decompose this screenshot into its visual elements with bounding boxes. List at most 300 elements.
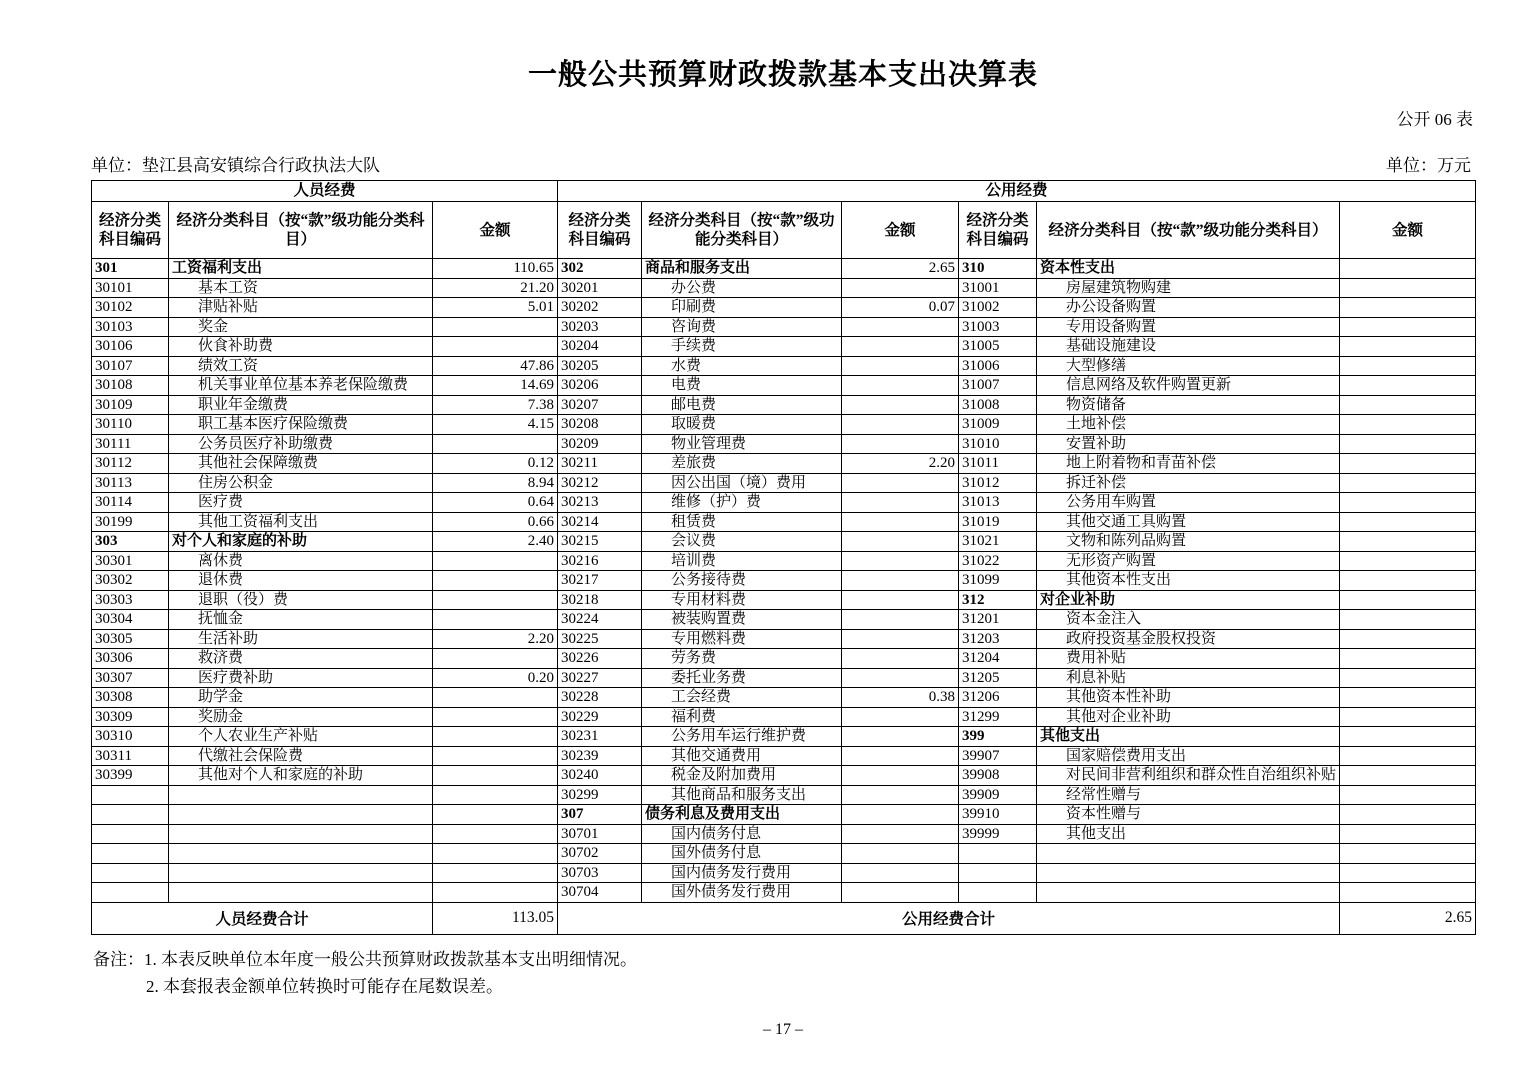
subject-cell: 物资储备 bbox=[1037, 395, 1340, 415]
code-cell bbox=[959, 844, 1037, 864]
subject-cell: 办公设备购置 bbox=[1037, 298, 1340, 318]
note-line-1 bbox=[93, 946, 1475, 973]
code-cell: 30204 bbox=[558, 337, 642, 357]
code-cell: 31008 bbox=[959, 395, 1037, 415]
amount-cell: 8.94 bbox=[433, 473, 558, 493]
code-cell: 30215 bbox=[558, 532, 642, 552]
amount-cell bbox=[1340, 785, 1476, 805]
subject-cell: 助学金 bbox=[169, 688, 433, 708]
subject-cell: 印刷费 bbox=[642, 298, 842, 318]
subject-cell: 利息补贴 bbox=[1037, 668, 1340, 688]
subject-cell: 费用补贴 bbox=[1037, 649, 1340, 669]
code-cell: 30208 bbox=[558, 415, 642, 435]
unit-currency: 单位：万元 bbox=[1386, 156, 1471, 175]
page-number: – 17 – bbox=[763, 1021, 803, 1038]
subject-cell: 其他资本性补助 bbox=[1037, 688, 1340, 708]
amount-cell bbox=[842, 727, 959, 747]
amount-cell bbox=[842, 278, 959, 298]
subject-cell: 其他支出 bbox=[1037, 727, 1340, 747]
code-cell: 39999 bbox=[959, 824, 1037, 844]
amount-cell bbox=[842, 707, 959, 727]
subject-cell bbox=[169, 824, 433, 844]
group-header-public: 公用经费 bbox=[558, 181, 1476, 202]
amount-cell bbox=[842, 356, 959, 376]
code-cell bbox=[92, 883, 169, 903]
table-row bbox=[92, 356, 1476, 376]
amount-cell bbox=[1340, 746, 1476, 766]
table-row bbox=[92, 434, 1476, 454]
amount-cell: 0.66 bbox=[433, 512, 558, 532]
subject-cell: 退职（役）费 bbox=[169, 590, 433, 610]
col-header-code-2: 经济分类科目编码 bbox=[558, 202, 642, 259]
subject-cell: 退休费 bbox=[169, 571, 433, 591]
subject-cell: 大型修缮 bbox=[1037, 356, 1340, 376]
code-cell: 31021 bbox=[959, 532, 1037, 552]
amount-cell bbox=[842, 376, 959, 396]
table-row bbox=[92, 473, 1476, 493]
amount-cell bbox=[1340, 629, 1476, 649]
amount-cell bbox=[433, 571, 558, 591]
subject-cell: 资本性支出 bbox=[1037, 259, 1340, 279]
code-cell: 30227 bbox=[558, 668, 642, 688]
code-cell: 30203 bbox=[558, 317, 642, 337]
code-cell: 30113 bbox=[92, 473, 169, 493]
table-row bbox=[92, 317, 1476, 337]
subject-cell bbox=[169, 883, 433, 903]
subject-cell: 个人农业生产补贴 bbox=[169, 727, 433, 747]
code-cell: 399 bbox=[959, 727, 1037, 747]
subject-cell: 公务用车购置 bbox=[1037, 493, 1340, 513]
subject-cell: 地上附着物和青苗补偿 bbox=[1037, 454, 1340, 474]
doc-number: 公开 06 表 bbox=[1396, 110, 1473, 129]
amount-cell bbox=[842, 610, 959, 630]
subject-cell: 国外债务付息 bbox=[642, 844, 842, 864]
note-line-2 bbox=[93, 973, 1475, 1000]
code-cell: 310 bbox=[959, 259, 1037, 279]
amount-cell bbox=[842, 863, 959, 883]
table-row bbox=[92, 746, 1476, 766]
amount-cell bbox=[433, 337, 558, 357]
subject-cell: 代缴社会保险费 bbox=[169, 746, 433, 766]
amount-cell bbox=[842, 512, 959, 532]
subject-cell: 维修（护）费 bbox=[642, 493, 842, 513]
subject-cell: 租赁费 bbox=[642, 512, 842, 532]
subject-cell: 其他对个人和家庭的补助 bbox=[169, 766, 433, 786]
amount-cell bbox=[1340, 707, 1476, 727]
amount-cell bbox=[842, 824, 959, 844]
table-row bbox=[92, 376, 1476, 396]
code-cell: 30301 bbox=[92, 551, 169, 571]
amount-cell bbox=[842, 785, 959, 805]
amount-cell bbox=[433, 649, 558, 669]
subject-cell: 专用燃料费 bbox=[642, 629, 842, 649]
amount-cell bbox=[842, 883, 959, 903]
notes-label: 备注： bbox=[93, 949, 144, 969]
amount-cell bbox=[842, 317, 959, 337]
code-cell: 312 bbox=[959, 590, 1037, 610]
code-cell bbox=[92, 824, 169, 844]
table-row bbox=[92, 395, 1476, 415]
subject-cell: 专用设备购置 bbox=[1037, 317, 1340, 337]
col-header-amount-3: 金额 bbox=[1340, 202, 1476, 259]
subject-cell bbox=[169, 844, 433, 864]
code-cell bbox=[92, 844, 169, 864]
table-row bbox=[92, 298, 1476, 318]
amount-cell bbox=[842, 629, 959, 649]
code-cell: 30702 bbox=[558, 844, 642, 864]
amount-cell bbox=[1340, 883, 1476, 903]
amount-cell: 5.01 bbox=[433, 298, 558, 318]
code-cell: 30225 bbox=[558, 629, 642, 649]
code-cell: 30213 bbox=[558, 493, 642, 513]
subject-cell: 基本工资 bbox=[169, 278, 433, 298]
subject-cell: 抚恤金 bbox=[169, 610, 433, 630]
amount-cell: 47.86 bbox=[433, 356, 558, 376]
code-cell: 30218 bbox=[558, 590, 642, 610]
subject-cell: 工会经费 bbox=[642, 688, 842, 708]
subject-cell: 委托业务费 bbox=[642, 668, 842, 688]
amount-cell bbox=[433, 844, 558, 864]
subject-cell: 邮电费 bbox=[642, 395, 842, 415]
subject-cell: 信息网络及软件购置更新 bbox=[1037, 376, 1340, 396]
code-cell: 30216 bbox=[558, 551, 642, 571]
code-cell: 31299 bbox=[959, 707, 1037, 727]
amount-cell bbox=[1340, 356, 1476, 376]
subject-cell: 文物和陈列品购置 bbox=[1037, 532, 1340, 552]
amount-cell bbox=[1340, 590, 1476, 610]
subject-cell: 公务接待费 bbox=[642, 571, 842, 591]
table-row bbox=[92, 863, 1476, 883]
code-cell: 30399 bbox=[92, 766, 169, 786]
code-cell: 39907 bbox=[959, 746, 1037, 766]
table-row bbox=[92, 649, 1476, 669]
table-row bbox=[92, 824, 1476, 844]
code-cell: 30310 bbox=[92, 727, 169, 747]
amount-cell bbox=[1340, 649, 1476, 669]
code-cell: 30703 bbox=[558, 863, 642, 883]
page-title: 一般公共预算财政拨款基本支出决算表 bbox=[527, 59, 1038, 91]
amount-cell bbox=[1340, 551, 1476, 571]
subject-cell bbox=[1037, 863, 1340, 883]
code-cell: 303 bbox=[92, 532, 169, 552]
subject-cell bbox=[1037, 883, 1340, 903]
code-cell: 31011 bbox=[959, 454, 1037, 474]
amount-cell bbox=[433, 824, 558, 844]
code-cell: 30214 bbox=[558, 512, 642, 532]
amount-cell: 14.69 bbox=[433, 376, 558, 396]
table-row bbox=[92, 727, 1476, 747]
subject-cell: 其他交通工具购置 bbox=[1037, 512, 1340, 532]
personnel-total-label: 人员经费合计 bbox=[92, 902, 433, 934]
code-cell: 31006 bbox=[959, 356, 1037, 376]
table-row bbox=[92, 571, 1476, 591]
amount-cell bbox=[433, 688, 558, 708]
table-row bbox=[92, 610, 1476, 630]
amount-cell bbox=[1340, 473, 1476, 493]
code-cell: 30701 bbox=[558, 824, 642, 844]
amount-cell: 4.15 bbox=[433, 415, 558, 435]
subject-cell: 取暖费 bbox=[642, 415, 842, 435]
subject-cell: 物业管理费 bbox=[642, 434, 842, 454]
subject-cell: 基础设施建设 bbox=[1037, 337, 1340, 357]
subject-cell bbox=[169, 863, 433, 883]
code-cell: 30305 bbox=[92, 629, 169, 649]
amount-cell: 2.20 bbox=[842, 454, 959, 474]
subject-cell: 其他资本性支出 bbox=[1037, 571, 1340, 591]
code-cell: 30224 bbox=[558, 610, 642, 630]
amount-cell bbox=[433, 707, 558, 727]
code-cell: 31010 bbox=[959, 434, 1037, 454]
amount-cell bbox=[1340, 259, 1476, 279]
amount-cell: 0.07 bbox=[842, 298, 959, 318]
code-cell: 39910 bbox=[959, 805, 1037, 825]
subject-cell: 医疗费 bbox=[169, 493, 433, 513]
amount-cell bbox=[1340, 454, 1476, 474]
totals-row bbox=[92, 902, 1476, 934]
subject-cell: 房屋建筑物购建 bbox=[1037, 278, 1340, 298]
code-cell: 30304 bbox=[92, 610, 169, 630]
amount-cell bbox=[1340, 337, 1476, 357]
subject-cell: 对个人和家庭的补助 bbox=[169, 532, 433, 552]
code-cell: 30199 bbox=[92, 512, 169, 532]
group-header-personnel: 人员经费 bbox=[92, 181, 558, 202]
code-cell: 30231 bbox=[558, 727, 642, 747]
code-cell: 30101 bbox=[92, 278, 169, 298]
amount-cell: 2.65 bbox=[842, 259, 959, 279]
amount-cell bbox=[1340, 727, 1476, 747]
subject-cell: 机关事业单位基本养老保险缴费 bbox=[169, 376, 433, 396]
subject-cell: 无形资产购置 bbox=[1037, 551, 1340, 571]
subject-cell: 工资福利支出 bbox=[169, 259, 433, 279]
code-cell bbox=[959, 883, 1037, 903]
table-row bbox=[92, 454, 1476, 474]
amount-cell bbox=[433, 863, 558, 883]
code-cell: 30114 bbox=[92, 493, 169, 513]
subject-cell: 其他商品和服务支出 bbox=[642, 785, 842, 805]
amount-cell bbox=[433, 434, 558, 454]
subject-cell: 伙食补助费 bbox=[169, 337, 433, 357]
amount-cell bbox=[842, 844, 959, 864]
subject-cell: 对民间非营利组织和群众性自治组织补贴 bbox=[1037, 766, 1340, 786]
subject-cell: 医疗费补助 bbox=[169, 668, 433, 688]
code-cell: 39909 bbox=[959, 785, 1037, 805]
amount-cell: 110.65 bbox=[433, 259, 558, 279]
table-row bbox=[92, 707, 1476, 727]
amount-cell bbox=[842, 766, 959, 786]
code-cell: 30103 bbox=[92, 317, 169, 337]
subject-cell: 奖金 bbox=[169, 317, 433, 337]
subject-cell: 其他交通费用 bbox=[642, 746, 842, 766]
subject-cell: 其他对企业补助 bbox=[1037, 707, 1340, 727]
code-cell: 30240 bbox=[558, 766, 642, 786]
amount-cell: 0.64 bbox=[433, 493, 558, 513]
document-page bbox=[91, 0, 1475, 1069]
amount-cell: 0.12 bbox=[433, 454, 558, 474]
amount-cell bbox=[1340, 668, 1476, 688]
subject-cell: 福利费 bbox=[642, 707, 842, 727]
amount-cell bbox=[842, 551, 959, 571]
table-row bbox=[92, 844, 1476, 864]
code-cell bbox=[92, 805, 169, 825]
amount-cell bbox=[433, 610, 558, 630]
subject-cell: 水费 bbox=[642, 356, 842, 376]
amount-cell: 7.38 bbox=[433, 395, 558, 415]
amount-cell bbox=[1340, 415, 1476, 435]
table-row bbox=[92, 629, 1476, 649]
amount-cell bbox=[1340, 493, 1476, 513]
subject-cell bbox=[1037, 844, 1340, 864]
expenditure-table bbox=[91, 180, 1476, 935]
amount-cell: 2.20 bbox=[433, 629, 558, 649]
note-text-1: 1. 本表反映单位本年度一般公共预算财政拨款基本支出明细情况。 bbox=[144, 949, 637, 969]
subject-cell: 公务用车运行维护费 bbox=[642, 727, 842, 747]
amount-cell bbox=[1340, 278, 1476, 298]
amount-cell bbox=[433, 746, 558, 766]
subject-cell: 商品和服务支出 bbox=[642, 259, 842, 279]
table-row bbox=[92, 259, 1476, 279]
subject-cell: 因公出国（境）费用 bbox=[642, 473, 842, 493]
code-cell: 31002 bbox=[959, 298, 1037, 318]
subject-cell: 差旅费 bbox=[642, 454, 842, 474]
subject-cell: 对企业补助 bbox=[1037, 590, 1340, 610]
code-cell: 31204 bbox=[959, 649, 1037, 669]
subject-cell: 安置补助 bbox=[1037, 434, 1340, 454]
subject-cell: 职业年金缴费 bbox=[169, 395, 433, 415]
amount-cell bbox=[1340, 571, 1476, 591]
code-cell: 31012 bbox=[959, 473, 1037, 493]
code-cell: 30110 bbox=[92, 415, 169, 435]
subject-cell: 培训费 bbox=[642, 551, 842, 571]
subject-cell: 生活补助 bbox=[169, 629, 433, 649]
table-row bbox=[92, 668, 1476, 688]
code-cell: 30207 bbox=[558, 395, 642, 415]
notes bbox=[91, 946, 1475, 1000]
amount-cell bbox=[842, 590, 959, 610]
subject-cell: 津贴补贴 bbox=[169, 298, 433, 318]
subject-cell: 资本金注入 bbox=[1037, 610, 1340, 630]
code-cell: 31003 bbox=[959, 317, 1037, 337]
table-row bbox=[92, 415, 1476, 435]
unit-name: 单位：垫江县高安镇综合行政执法大队 bbox=[91, 156, 380, 175]
column-header-row bbox=[92, 202, 1476, 259]
subject-cell: 国内债务发行费用 bbox=[642, 863, 842, 883]
amount-cell bbox=[842, 571, 959, 591]
subject-cell: 手续费 bbox=[642, 337, 842, 357]
table-row bbox=[92, 766, 1476, 786]
subject-cell: 其他支出 bbox=[1037, 824, 1340, 844]
code-cell: 31019 bbox=[959, 512, 1037, 532]
amount-cell: 21.20 bbox=[433, 278, 558, 298]
table-row bbox=[92, 337, 1476, 357]
subject-cell: 公务员医疗补助缴费 bbox=[169, 434, 433, 454]
code-cell bbox=[92, 863, 169, 883]
code-cell: 31099 bbox=[959, 571, 1037, 591]
code-cell: 30111 bbox=[92, 434, 169, 454]
code-cell: 30212 bbox=[558, 473, 642, 493]
code-cell bbox=[92, 785, 169, 805]
table-row bbox=[92, 590, 1476, 610]
table-row bbox=[92, 805, 1476, 825]
code-cell: 39908 bbox=[959, 766, 1037, 786]
subject-cell: 其他社会保障缴费 bbox=[169, 454, 433, 474]
group-header-row bbox=[92, 181, 1476, 202]
amount-cell bbox=[1340, 805, 1476, 825]
amount-cell bbox=[433, 590, 558, 610]
code-cell: 30102 bbox=[92, 298, 169, 318]
subject-cell: 被装购置费 bbox=[642, 610, 842, 630]
code-cell: 31206 bbox=[959, 688, 1037, 708]
code-cell: 30217 bbox=[558, 571, 642, 591]
subject-cell bbox=[169, 805, 433, 825]
subject-cell: 税金及附加费用 bbox=[642, 766, 842, 786]
amount-cell bbox=[1340, 610, 1476, 630]
subject-cell: 离休费 bbox=[169, 551, 433, 571]
subject-cell: 债务利息及费用支出 bbox=[642, 805, 842, 825]
amount-cell bbox=[842, 668, 959, 688]
code-cell: 31205 bbox=[959, 668, 1037, 688]
code-cell: 30309 bbox=[92, 707, 169, 727]
code-cell bbox=[959, 863, 1037, 883]
amount-cell bbox=[1340, 395, 1476, 415]
amount-cell bbox=[842, 434, 959, 454]
subject-cell: 经常性赠与 bbox=[1037, 785, 1340, 805]
table-row bbox=[92, 493, 1476, 513]
amount-cell bbox=[433, 785, 558, 805]
code-cell: 30239 bbox=[558, 746, 642, 766]
public-total-label: 公用经费合计 bbox=[558, 902, 1340, 934]
subject-cell: 救济费 bbox=[169, 649, 433, 669]
code-cell: 31203 bbox=[959, 629, 1037, 649]
code-cell: 302 bbox=[558, 259, 642, 279]
code-cell: 301 bbox=[92, 259, 169, 279]
code-cell: 30228 bbox=[558, 688, 642, 708]
amount-cell bbox=[1340, 863, 1476, 883]
code-cell: 30303 bbox=[92, 590, 169, 610]
code-cell: 31005 bbox=[959, 337, 1037, 357]
subject-cell: 国外债务发行费用 bbox=[642, 883, 842, 903]
code-cell: 31007 bbox=[959, 376, 1037, 396]
subject-cell: 咨询费 bbox=[642, 317, 842, 337]
amount-cell bbox=[1340, 688, 1476, 708]
amount-cell: 2.40 bbox=[433, 532, 558, 552]
table-row bbox=[92, 785, 1476, 805]
subject-cell: 办公费 bbox=[642, 278, 842, 298]
subject-cell: 绩效工资 bbox=[169, 356, 433, 376]
code-cell: 307 bbox=[558, 805, 642, 825]
code-cell: 30202 bbox=[558, 298, 642, 318]
personnel-total-amount: 113.05 bbox=[433, 902, 558, 934]
subject-cell: 拆迁补偿 bbox=[1037, 473, 1340, 493]
amount-cell: 0.20 bbox=[433, 668, 558, 688]
table-row bbox=[92, 883, 1476, 903]
note-text-2: 2. 本套报表金额单位转换时可能存在尾数误差。 bbox=[146, 976, 503, 996]
subject-cell bbox=[169, 785, 433, 805]
public-total-amount: 2.65 bbox=[1340, 902, 1476, 934]
amount-cell bbox=[1340, 434, 1476, 454]
code-cell: 30209 bbox=[558, 434, 642, 454]
subject-cell: 资本性赠与 bbox=[1037, 805, 1340, 825]
subject-cell: 其他工资福利支出 bbox=[169, 512, 433, 532]
table-row bbox=[92, 512, 1476, 532]
code-cell: 30311 bbox=[92, 746, 169, 766]
code-cell: 31013 bbox=[959, 493, 1037, 513]
amount-cell: 0.38 bbox=[842, 688, 959, 708]
subject-cell: 国家赔偿费用支出 bbox=[1037, 746, 1340, 766]
unit-row bbox=[91, 151, 1475, 176]
amount-cell bbox=[1340, 376, 1476, 396]
code-cell: 30108 bbox=[92, 376, 169, 396]
col-header-subject-3: 经济分类科目（按“款”级功能分类科目） bbox=[1037, 202, 1340, 259]
